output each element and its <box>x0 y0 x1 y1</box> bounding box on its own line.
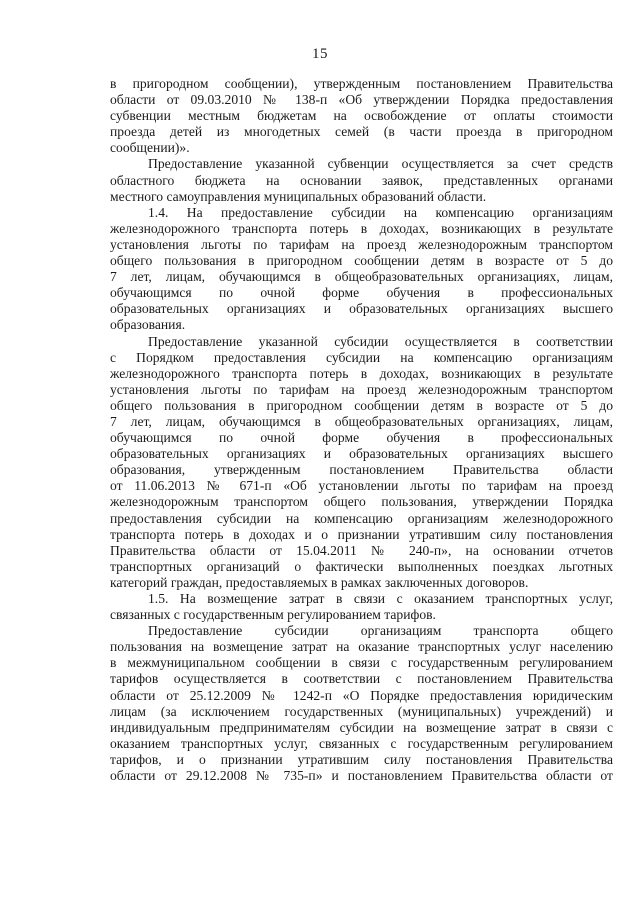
paragraph <box>110 76 613 156</box>
text-line: сообщении)». <box>110 140 190 156</box>
text-line: транспорта потерь в доходах и о признании утратившим силу постановления <box>110 526 613 542</box>
text-line: предоставления субсидии на компенсацию организациям железнодорожного <box>110 510 613 526</box>
text-line: в межмуниципальном сообщении в связи с государственным регулированием <box>110 655 613 671</box>
text-line: образования. <box>110 317 186 333</box>
text-line: с Порядком предоставления субсидии на компенсацию организациям <box>110 349 613 365</box>
text-line: образовательных организациях и образовательных организациях высшего <box>110 446 613 462</box>
text-line: в пригородном сообщении), утвержденным постановлением Правительства <box>110 76 613 91</box>
text-line: областного бюджета на основании заявок, представленных органами <box>110 172 613 188</box>
text-line: Предоставление указанной субвенции осуществляется за счет средств <box>148 156 613 172</box>
text-line: общего пользования в пригородном сообщении детям в возрасте от 5 до <box>110 253 613 269</box>
text-line: 7 лет, лицам, обучающимся в общеобразовательных организациях, лицам, <box>110 269 613 285</box>
text-line: 1.4. На предоставление субсидии на компенсацию организациям <box>148 204 613 220</box>
text-line: области от 09.03.2010 № 138-п «Об утверждении Порядка предоставления <box>110 92 613 108</box>
text-line: железнодорожного транспорта потерь в доходах, возникающих в результате <box>110 220 613 236</box>
text-line: категорий граждан, предоставляемых в рамках заключенных договоров. <box>110 574 529 590</box>
text-line: общего пользования в пригородном сообщении детям в возрасте от 5 до <box>110 397 613 413</box>
text-line: установления льготы по тарифам на проезд железнодорожным транспортом <box>110 381 613 397</box>
text-line: субвенции местным бюджетам на освобождение от оплаты стоимости <box>110 108 613 124</box>
text-line: оказанием транспортных услуг, связанных с государственным регулированием <box>110 735 613 751</box>
text-line: обучающимся по очной форме обучения в профессиональных <box>110 285 613 301</box>
text-line: транспортных организаций о фактически выполненных поездках льготных <box>110 558 613 574</box>
paragraph <box>110 623 613 784</box>
text-line: образования, утвержденным постановлением Правительства области <box>110 462 613 478</box>
text-line: железнодорожным транспортом общего пользования, утверждении Порядка <box>110 494 613 510</box>
text-line: Предоставление субсидии организациям транспорта общего <box>148 623 613 639</box>
text-line: связанных с государственным регулированием тарифов. <box>110 607 436 623</box>
text-line: от 11.06.2013 № 671-п «Об установлении льготы по тарифам на проезд <box>110 478 613 494</box>
text-line: лицам (за исключением государственных (муниципальных) учреждений) и <box>110 703 613 719</box>
document-body <box>110 76 613 784</box>
paragraph <box>110 591 613 623</box>
text-line: тарифов, и о признании утратившим силу постановления Правительства <box>110 751 613 767</box>
text-line: тарифов осуществляется в соответствии с постановлением Правительства <box>110 671 613 687</box>
paragraph <box>110 156 613 204</box>
text-line: железнодорожного транспорта потерь в доходах, возникающих в результате <box>110 365 613 381</box>
text-line: местного самоуправления муниципальных образований области. <box>110 188 487 204</box>
text-line: пользования на возмещение затрат на оказание транспортных услуг населению <box>110 639 613 655</box>
page-number: 15 <box>312 46 328 62</box>
text-line: области от 29.12.2008 № 735-п» и постановлением Правительства области от <box>110 768 613 784</box>
text-line: индивидуальным предпринимателям субсидии на возмещение затрат в связи с <box>110 719 613 735</box>
text-line: 1.5. На возмещение затрат в связи с оказанием транспортных услуг, <box>148 591 613 606</box>
text-line: образовательных организациях и образовательных организациях высшего <box>110 301 613 317</box>
text-line: обучающимся по очной форме обучения в профессиональных <box>110 430 613 446</box>
paragraph <box>110 205 613 334</box>
text-line: Правительства области от 15.04.2011 № 240-п», на основании отчетов <box>110 542 613 558</box>
text-line: установления льготы по тарифам на проезд железнодорожным транспортом <box>110 236 613 252</box>
paragraph <box>110 334 613 592</box>
text-line: 7 лет, лицам, обучающимся в общеобразовательных организациях, лицам, <box>110 413 613 429</box>
text-line: проезда детей из многодетных семей (в части проезда в пригородном <box>110 124 613 140</box>
text-line: области от 25.12.2009 № 1242-п «О Порядке предоставления юридическим <box>110 687 613 703</box>
text-line: Предоставление указанной субсидии осуществляется в соответствии <box>148 333 613 349</box>
